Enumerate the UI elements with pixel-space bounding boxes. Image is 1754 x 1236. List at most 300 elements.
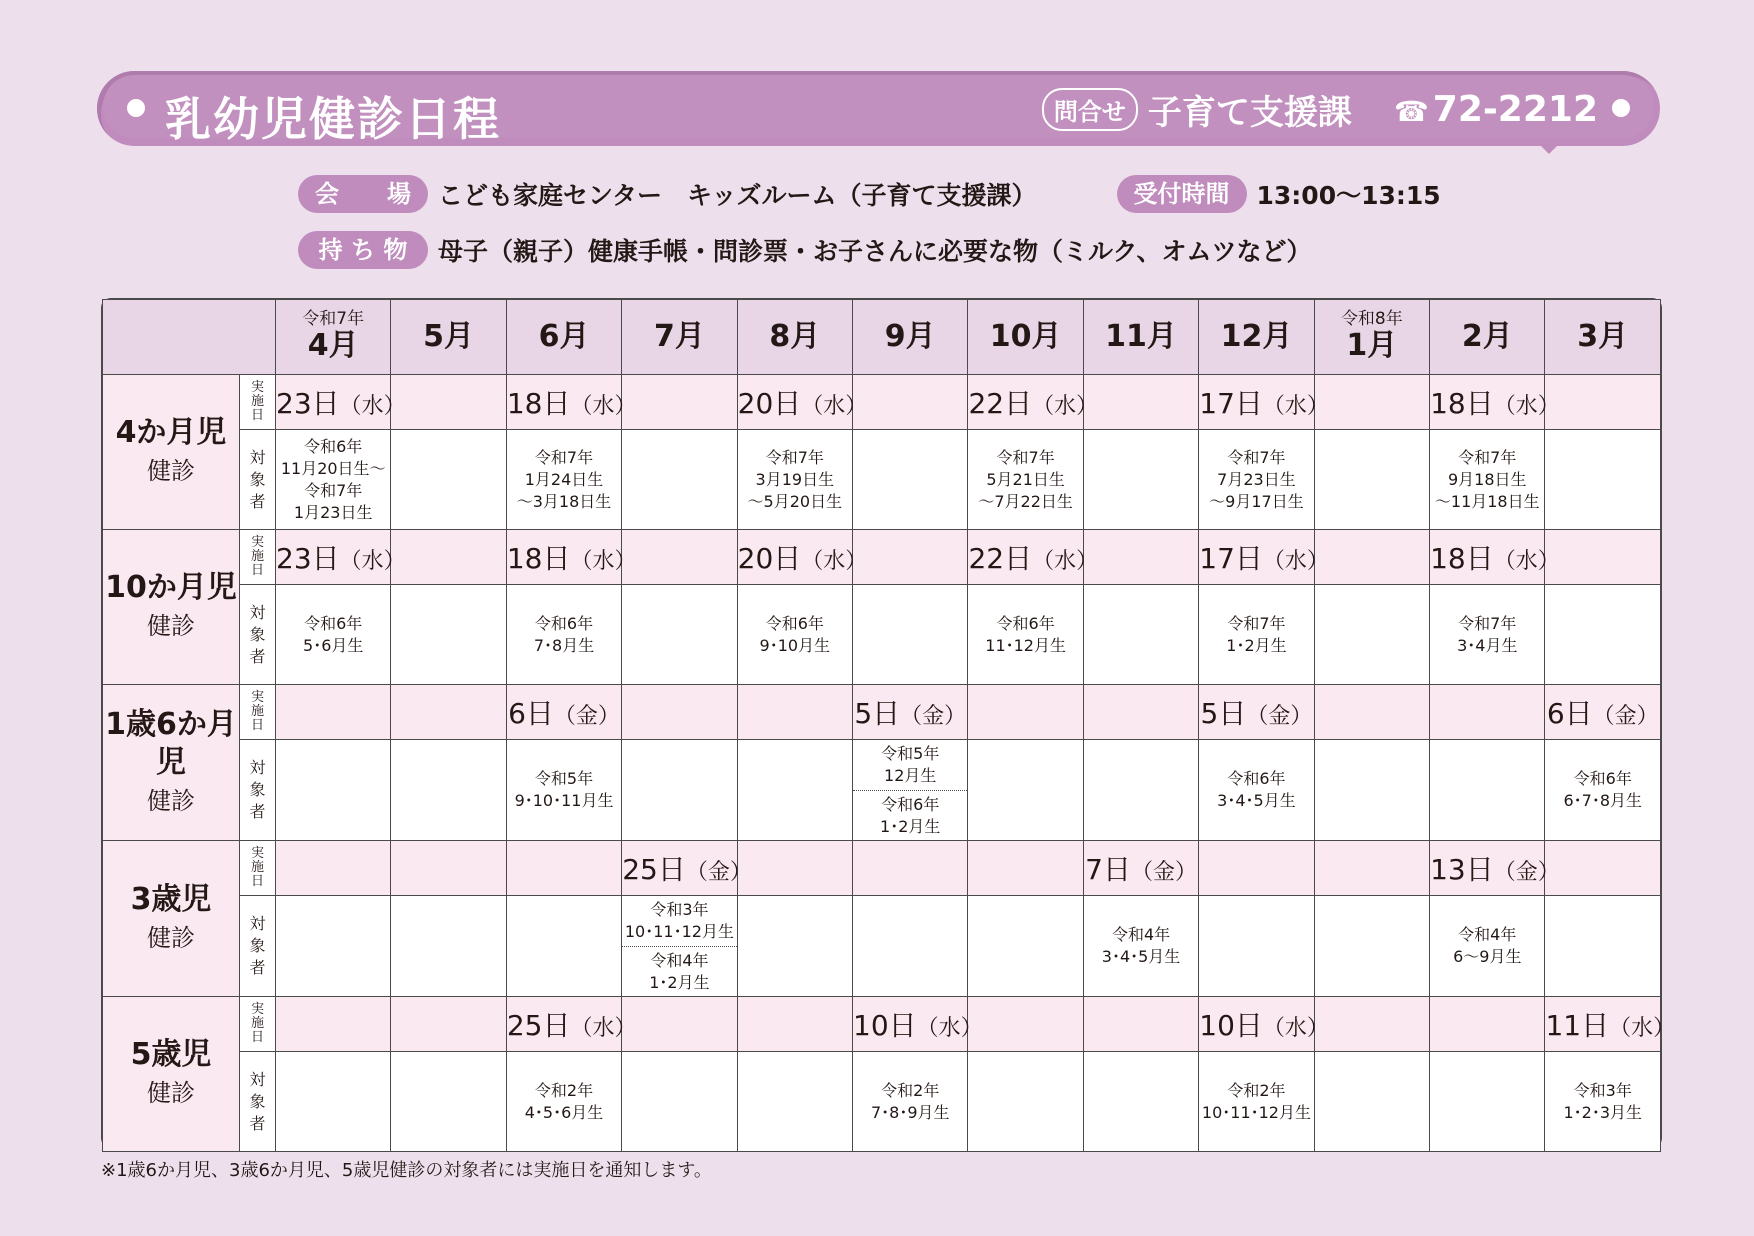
target-line: 令和5年	[534, 769, 594, 788]
target-cell	[853, 430, 968, 530]
exam-date-cell	[737, 997, 852, 1052]
exam-date-cell	[391, 997, 506, 1052]
exam-date-cell	[1314, 841, 1429, 896]
target-cell	[506, 896, 621, 997]
label-char: 日	[250, 718, 264, 733]
target-cell	[1199, 430, 1314, 530]
exam-weekday: （水）	[1262, 549, 1329, 574]
target-group	[1430, 924, 1544, 968]
target-line: ～5月20日生	[747, 491, 843, 511]
exam-target-row	[103, 585, 1661, 685]
label-char: 施	[250, 549, 264, 564]
exam-day: 17日	[1199, 387, 1263, 420]
exam-date-cell	[1199, 375, 1329, 430]
target-cell	[276, 1052, 391, 1152]
exam-date-cell	[853, 685, 968, 740]
month-header	[968, 300, 1083, 375]
exam-date-cell	[853, 530, 968, 585]
exam-date-row	[103, 685, 1661, 740]
target-line: ～7月22日生	[978, 491, 1073, 511]
label-char: 施	[250, 860, 264, 875]
target-cell	[1430, 1052, 1545, 1152]
target-group	[622, 946, 736, 996]
exam-date-cell	[1199, 530, 1329, 585]
exam-date-cell	[622, 685, 737, 740]
date-row-label	[240, 685, 276, 740]
target-line: 1･2月生	[1226, 635, 1287, 655]
target-cell	[1314, 430, 1429, 530]
target-line: 令和6年	[304, 436, 363, 456]
target-group	[1199, 1080, 1313, 1124]
exam-day: 5日	[1200, 697, 1247, 730]
venue-label: 会 場	[298, 175, 428, 213]
target-line: ～3月18日生	[516, 491, 612, 511]
exam-weekday: （水）	[1493, 394, 1560, 419]
target-cell	[1545, 1052, 1661, 1152]
label-char: 日	[250, 563, 264, 578]
footnote: ※1歳6か月児、3歳6か月児、5歳児健診の対象者には実施日を通知します。	[101, 1160, 712, 1181]
exam-date-cell	[1545, 997, 1676, 1052]
label-char: 実	[250, 535, 264, 550]
target-cell	[276, 430, 391, 530]
target-line: 1月23日生	[293, 502, 373, 522]
exam-date-cell	[853, 997, 983, 1052]
exam-day: 20日	[737, 542, 802, 575]
exam-title: 4か月児	[115, 415, 227, 450]
target-line: 7月23日生	[1217, 469, 1296, 489]
label-char: 者	[249, 958, 266, 977]
target-group	[968, 613, 1082, 657]
exam-date-cell	[1083, 530, 1198, 585]
venue-value: こども家庭センター キッズルーム（子育て支援課）	[438, 181, 1037, 210]
month-header	[1199, 300, 1314, 375]
label-char: 象	[249, 780, 266, 799]
target-line: 12月生	[884, 766, 937, 785]
exam-date-cell	[1083, 685, 1198, 740]
target-line: 5月21日生	[986, 469, 1065, 489]
exam-date-cell	[1430, 375, 1560, 430]
target-cell	[853, 1052, 968, 1152]
exam-title: 5歳児	[130, 1037, 212, 1072]
target-cell	[853, 896, 968, 997]
month-label: 11月	[1105, 319, 1177, 354]
target-line: 令和6年	[881, 794, 940, 814]
department-name: 子育て支援課	[1147, 93, 1352, 133]
exam-target-row	[103, 430, 1661, 530]
exam-date-cell	[968, 997, 1083, 1052]
exam-weekday: （金）	[1130, 860, 1197, 885]
exam-date-row	[103, 375, 1661, 430]
target-line: 令和7年	[1458, 613, 1517, 633]
exam-date-cell	[1314, 685, 1429, 740]
target-cell	[1083, 740, 1198, 841]
page-title: 乳幼児健診日程	[165, 92, 501, 146]
target-cell	[737, 1052, 852, 1152]
exam-target-row	[103, 896, 1661, 997]
exam-date-cell	[968, 375, 1099, 430]
exam-weekday: （金）	[685, 860, 752, 885]
target-line: 令和6年	[1573, 769, 1632, 788]
month-header	[622, 300, 737, 375]
date-row-label	[240, 375, 276, 430]
exam-day: 20日	[737, 387, 802, 420]
exam-subtitle: 健診	[147, 612, 195, 640]
exam-date-cell	[506, 530, 637, 585]
target-cell	[506, 740, 621, 841]
target-line: 10･11･12月生	[1201, 1102, 1311, 1122]
target-line: 令和3年	[650, 900, 709, 919]
target-line: 3･4･5月生	[1101, 947, 1181, 966]
exam-date-cell	[1199, 685, 1314, 740]
label-char: 象	[249, 936, 266, 955]
target-line: ～9月17日生	[1209, 491, 1304, 511]
exam-weekday: （水）	[1262, 1016, 1329, 1041]
month-label: 2月	[1461, 319, 1513, 354]
target-line: 令和4年	[1458, 925, 1517, 944]
date-row-label	[240, 530, 276, 585]
exam-weekday: （金）	[1592, 704, 1659, 729]
target-cell	[853, 740, 968, 841]
exam-title: 3歳児	[130, 881, 212, 917]
exam-day: 18日	[1430, 542, 1494, 575]
exam-date-cell	[276, 685, 391, 740]
target-line: 3･4月生	[1457, 635, 1518, 655]
month-label: 5月	[423, 319, 475, 354]
label-char: 日	[250, 874, 264, 889]
month-label: 6月	[538, 319, 590, 354]
target-cell	[737, 430, 852, 530]
target-cell	[506, 585, 621, 685]
target-line: 令和2年	[1227, 1080, 1286, 1100]
inquiry-badge: 問合せ	[1042, 88, 1138, 131]
month-label: 4月	[307, 328, 359, 363]
exam-subtitle: 健診	[147, 1079, 195, 1107]
exam-day: 22日	[968, 542, 1033, 575]
bullet-dot-icon	[1612, 99, 1630, 117]
target-cell	[968, 430, 1083, 530]
target-cell	[1199, 740, 1314, 841]
date-row-label	[240, 997, 276, 1052]
exam-day: 5日	[854, 697, 901, 730]
label-char: 実	[250, 690, 264, 705]
speech-tail-icon	[1535, 140, 1563, 154]
exam-date-row	[103, 530, 1661, 585]
exam-weekday: （金）	[1493, 860, 1560, 885]
exam-date-cell	[622, 375, 737, 430]
target-cell	[968, 585, 1083, 685]
phone-value: 72-2212	[1432, 89, 1598, 130]
label-char: 施	[250, 394, 264, 409]
target-cell	[622, 896, 737, 997]
target-line: 9･10･11月生	[514, 791, 614, 810]
target-cell	[1545, 585, 1661, 685]
target-row-label	[240, 896, 276, 997]
target-cell	[1314, 585, 1429, 685]
exam-date-row	[103, 841, 1661, 896]
phone-number	[1394, 89, 1598, 130]
label-char: 対	[249, 1069, 266, 1089]
reception-label: 受付時間	[1117, 175, 1247, 213]
target-line: 7･8･9月生	[870, 1102, 950, 1122]
exam-date-cell	[1083, 375, 1198, 430]
exam-date-cell	[622, 841, 752, 896]
exam-name	[103, 375, 240, 530]
exam-target-row	[103, 1052, 1661, 1152]
month-header	[391, 300, 506, 375]
exam-date-cell	[737, 530, 868, 585]
label-char: 者	[249, 802, 266, 821]
target-row-label	[240, 585, 276, 685]
month-label: 12月	[1220, 319, 1293, 354]
exam-day: 11日	[1545, 1009, 1610, 1042]
target-group	[622, 896, 736, 946]
month-header	[276, 300, 391, 375]
exam-weekday: （金）	[900, 704, 967, 729]
exam-date-cell	[276, 530, 406, 585]
target-group	[507, 768, 621, 812]
target-line: 7･8月生	[533, 635, 595, 655]
target-cell	[1545, 896, 1661, 997]
target-line: 令和6年	[1227, 769, 1286, 788]
exam-date-cell	[622, 997, 737, 1052]
label-char: 実	[250, 1002, 264, 1017]
label-char: 対	[249, 447, 266, 467]
date-row-label	[240, 841, 276, 896]
exam-date-cell	[391, 685, 506, 740]
target-cell	[968, 1052, 1083, 1152]
exam-date-cell	[1083, 841, 1198, 896]
target-group	[1199, 613, 1313, 657]
exam-date-cell	[506, 841, 621, 896]
target-cell	[391, 585, 506, 685]
target-group	[507, 613, 621, 657]
target-row-label	[240, 430, 276, 530]
month-header	[1314, 300, 1429, 375]
label-char: 対	[249, 758, 266, 777]
schedule-table	[101, 298, 1676, 1148]
target-line: 令和6年	[534, 613, 594, 633]
exam-weekday: （水）	[570, 394, 637, 419]
exam-date-cell	[1083, 997, 1198, 1052]
target-line: 1･2月生	[649, 972, 710, 992]
label-char: 者	[249, 491, 266, 511]
exam-date-cell	[1430, 841, 1560, 896]
label-char: 施	[250, 1016, 264, 1031]
target-cell	[1314, 1052, 1429, 1152]
exam-weekday: （水）	[1493, 549, 1560, 574]
exam-day: 18日	[506, 387, 571, 420]
exam-subtitle: 健診	[147, 923, 195, 952]
exam-date-cell	[968, 685, 1083, 740]
target-line: 6･7･8月生	[1563, 791, 1642, 810]
label-char: 実	[250, 380, 264, 395]
target-cell	[622, 585, 737, 685]
label-char: 象	[249, 624, 266, 644]
target-cell	[1083, 585, 1198, 685]
exam-day: 23日	[276, 542, 340, 575]
target-group	[276, 436, 390, 524]
exam-day: 10日	[853, 1009, 917, 1042]
exam-day: 13日	[1430, 853, 1494, 886]
label-char: 象	[249, 469, 266, 489]
target-line: ～11月18日生	[1434, 491, 1540, 511]
month-header-row	[103, 300, 1661, 375]
target-line: 令和7年	[996, 447, 1055, 467]
exam-date-cell	[968, 530, 1099, 585]
target-line: 令和6年	[304, 613, 363, 633]
label-char: 日	[250, 1030, 264, 1045]
target-line: 令和7年	[534, 447, 594, 467]
target-line: 11･12月生	[985, 635, 1066, 655]
target-cell	[622, 740, 737, 841]
month-header	[853, 300, 968, 375]
target-group	[507, 447, 621, 513]
target-group	[1545, 768, 1660, 812]
target-cell	[391, 430, 506, 530]
exam-name	[103, 841, 240, 997]
exam-name	[103, 685, 240, 841]
target-line: 令和2年	[881, 1080, 940, 1100]
target-line: 令和2年	[534, 1080, 594, 1100]
exam-date-cell	[853, 375, 968, 430]
target-group	[1199, 768, 1313, 812]
exam-date-cell	[391, 530, 506, 585]
target-cell	[1083, 430, 1198, 530]
exam-weekday: （水）	[339, 394, 406, 419]
target-cell	[737, 896, 852, 997]
exam-weekday: （水）	[570, 549, 637, 574]
target-cell	[276, 896, 391, 997]
exam-date-cell	[737, 375, 868, 430]
exam-weekday: （水）	[1262, 394, 1329, 419]
target-group	[853, 740, 967, 790]
target-group	[507, 1080, 621, 1124]
target-line: 3･4･5月生	[1217, 791, 1296, 810]
target-cell	[1545, 430, 1661, 530]
label-char: 実	[250, 846, 264, 861]
target-line: 令和3年	[1573, 1080, 1632, 1100]
items-label: 持 ち 物	[298, 231, 428, 269]
target-line: 3月19日生	[755, 469, 835, 489]
exam-date-cell	[276, 997, 391, 1052]
exam-day: 23日	[276, 387, 340, 420]
target-line: 9･10月生	[759, 635, 831, 655]
label-char: 者	[249, 1113, 266, 1133]
exam-date-cell	[276, 841, 391, 896]
era-year: 令和7年	[302, 309, 365, 329]
exam-weekday: （水）	[570, 1016, 637, 1041]
target-line: 令和6年	[765, 613, 824, 633]
exam-weekday: （水）	[1032, 549, 1099, 574]
exam-title: 1歳6か月児	[105, 706, 237, 780]
exam-name	[103, 530, 240, 685]
month-label: 10月	[989, 319, 1062, 354]
target-cell	[1545, 740, 1661, 841]
label-char: 者	[249, 646, 266, 666]
corner-cell	[103, 300, 276, 375]
target-group	[853, 1080, 967, 1124]
exam-weekday: （水）	[339, 549, 406, 574]
exam-date-cell	[391, 841, 506, 896]
target-cell	[1430, 430, 1545, 530]
target-cell	[968, 896, 1083, 997]
target-cell	[1199, 896, 1314, 997]
exam-date-cell	[391, 375, 506, 430]
target-group	[1084, 924, 1198, 968]
exam-date-cell	[737, 841, 852, 896]
exam-date-cell	[1430, 997, 1545, 1052]
target-group	[276, 613, 390, 657]
label-char: 象	[249, 1091, 266, 1111]
target-cell	[1314, 740, 1429, 841]
target-cell	[968, 740, 1083, 841]
exam-weekday: （水）	[1609, 1016, 1676, 1041]
exam-date-cell	[1314, 375, 1429, 430]
exam-date-cell	[1199, 841, 1314, 896]
exam-date-cell	[1545, 685, 1661, 740]
month-header	[737, 300, 852, 375]
target-cell	[1430, 585, 1545, 685]
items-value: 母子（親子）健康手帳・問診票・お子さんに必要な物（ミルク、オムツなど）	[438, 237, 1312, 266]
target-cell	[391, 1052, 506, 1152]
target-line: 1月24日生	[524, 469, 604, 489]
exam-weekday: （金）	[1246, 704, 1313, 729]
contact-info	[1042, 85, 1598, 134]
target-cell	[737, 740, 852, 841]
target-row-label	[240, 740, 276, 841]
target-line: 令和5年	[881, 744, 940, 763]
target-line: 令和7年	[304, 480, 363, 500]
exam-name	[103, 997, 240, 1152]
exam-date-cell	[1545, 530, 1661, 585]
target-line: 令和4年	[1111, 925, 1171, 944]
venue-row	[298, 175, 1441, 213]
exam-day: 18日	[506, 542, 571, 575]
label-char: 対	[249, 602, 266, 622]
target-group	[853, 790, 967, 840]
target-line: 4･5･6月生	[524, 1102, 604, 1122]
label-char: 日	[250, 408, 264, 423]
target-line: 令和7年	[1458, 447, 1517, 467]
exam-day: 6日	[508, 697, 554, 730]
target-line: 9月18日生	[1447, 469, 1527, 489]
target-cell	[1430, 896, 1545, 997]
target-cell	[276, 585, 391, 685]
target-line: 10･11･12月生	[624, 922, 734, 941]
exam-date-cell	[1545, 375, 1661, 430]
exam-date-cell	[1430, 530, 1560, 585]
target-cell	[622, 430, 737, 530]
exam-weekday: （金）	[553, 704, 620, 729]
target-line: 令和6年	[996, 613, 1055, 633]
era-year: 令和8年	[1340, 309, 1403, 329]
items-row	[298, 231, 1312, 269]
target-group	[738, 447, 852, 513]
target-line: 令和7年	[765, 447, 824, 467]
month-header	[1083, 300, 1198, 375]
exam-day: 7日	[1085, 853, 1131, 886]
target-line: 令和7年	[1227, 613, 1286, 633]
target-row-label	[240, 1052, 276, 1152]
target-cell	[1314, 896, 1429, 997]
exam-weekday: （水）	[1032, 394, 1099, 419]
exam-date-cell	[276, 375, 406, 430]
exam-day: 6日	[1546, 697, 1593, 730]
target-group	[1430, 613, 1544, 657]
exam-subtitle: 健診	[147, 786, 195, 815]
target-cell	[737, 585, 852, 685]
month-label: 9月	[884, 319, 936, 354]
